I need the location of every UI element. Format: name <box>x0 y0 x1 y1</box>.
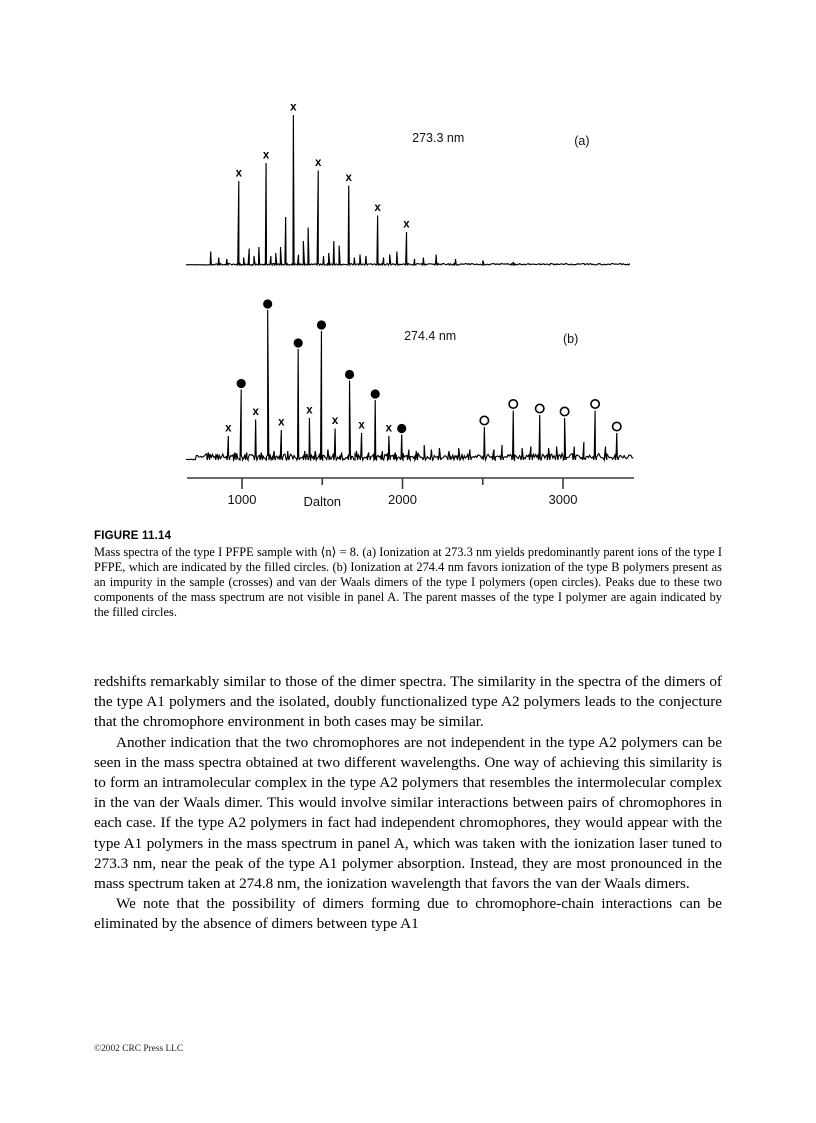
marker-cross: x <box>235 167 242 180</box>
marker-open-circle <box>591 400 599 408</box>
marker-filled-circle <box>294 338 303 347</box>
panel-b-wavelength-label: 274.4 nm <box>404 329 457 343</box>
marker-cross: x <box>345 172 352 184</box>
marker-open-circle <box>613 422 621 430</box>
marker-cross: x <box>225 422 232 435</box>
marker-filled-circle <box>371 389 380 398</box>
marker-cross: x <box>374 202 381 214</box>
marker-cross: x <box>278 416 285 429</box>
marker-filled-circle <box>397 424 406 433</box>
marker-cross: x <box>358 419 365 432</box>
marker-cross: x <box>290 101 297 114</box>
marker-open-circle <box>560 407 568 415</box>
marker-cross: x <box>385 422 393 435</box>
mass-spectra-plot <box>0 60 816 515</box>
x-axis-title: Dalton <box>303 494 342 509</box>
marker-cross: x <box>403 218 410 231</box>
marker-cross: x <box>315 157 322 169</box>
body-paragraph-3: We note that the possibility of dimers forming due to chromophore-chain interactions can be eliminated by the absence of dimers between type A1 <box>94 895 722 933</box>
figure-11-14-graphic <box>0 60 816 515</box>
marker-open-circle <box>536 404 544 412</box>
marker-open-circle <box>480 416 488 424</box>
marker-filled-circle <box>263 299 272 308</box>
marker-filled-circle <box>345 370 354 379</box>
body-paragraph-1: redshifts remarkably similar to those of the dimer spectra. The similarity in the spectra of the dimers of the type A1 polymers and the isolated, doubly functionalized type A2 polymers leads to the conjecture that the chromophore environment in both cases may be similar. <box>94 673 722 731</box>
spectrum-trace-panel-a <box>186 115 630 265</box>
marker-cross: x <box>306 404 313 417</box>
marker-filled-circle <box>317 320 326 329</box>
figure-label: FIGURE 11.14 <box>94 530 172 542</box>
marker-filled-circle <box>237 379 246 388</box>
marker-cross: x <box>331 415 339 427</box>
panel-a-wavelength-label: 273.3 nm <box>412 131 465 145</box>
figure-caption <box>94 530 722 620</box>
x-axis-tick-label: 3000 <box>548 492 578 507</box>
figure-caption-text: Mass spectra of the type I PFPE sample with ⟨n⟩ = 8. (a) Ionization at 273.3 nm yields predominantly parent ions of the type I PFPE, which are indicated by the filled circles. (b) Ionization at 274.4 nm favors ionization of the type B polymers present as an impurity in the sample (crosses) and van der Waals dimers of the type I polymers (open circles). Peaks due to these two components of the mass spectrum are not visible in panel A. The parent masses of the type I polymer are again indicated by the filled circles. <box>94 545 722 620</box>
body-text-column <box>94 672 722 935</box>
panel-b-id-label: (b) <box>563 332 579 346</box>
body-paragraph-2: Another indication that the two chromophores are not independent in the type A2 polymers can be seen in the mass spectra obtained at two different wavelengths. One way of achieving this similarity is to form an intramolecular complex in the type A2 polymers that resembles the intermolecular complex in the van der Waals dimer. This would involve similar interactions between pairs of chromophores in each case. If the type A2 polymers in fact had independent chromophores, they would appear with the type A1 polymers in the mass spectrum in panel A, which was taken with the ionization laser tuned to 273.3 nm, near the peak of the type A1 polymer absorption. Instead, they are most pronounced in the mass spectrum taken at 274.8 nm, the ionization wavelength that favors the van der Waals dimers. <box>94 733 722 893</box>
x-axis-tick-label: 1000 <box>227 492 257 507</box>
panel-a-id-label: (a) <box>574 134 590 148</box>
marker-cross: x <box>252 406 259 418</box>
copyright-footer: ©2002 CRC Press LLC <box>94 1044 184 1054</box>
x-axis-tick-label: 2000 <box>388 492 417 507</box>
marker-open-circle <box>509 400 517 408</box>
marker-cross: x <box>262 149 270 162</box>
